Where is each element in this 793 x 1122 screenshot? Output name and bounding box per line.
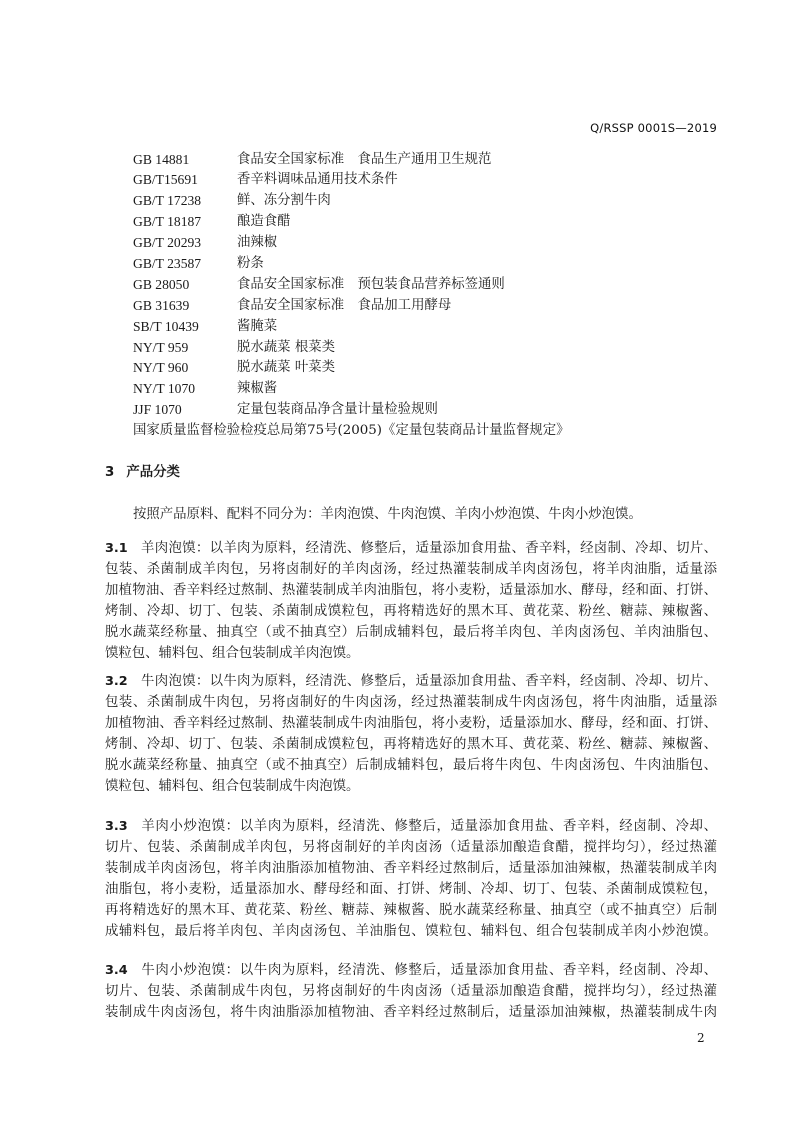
clause-line: 切片、包装、杀菌制成牛肉包，另将卤制好的牛肉卤汤（适量添加酿造食醋，搅拌均匀），经过热灌: [105, 983, 717, 999]
clause-line: 成辅料包，最后将羊肉包、羊肉卤汤包、羊油脂包、馍粒包、辅料包、组合包装制成羊肉小炒泡馍。: [105, 923, 717, 939]
reference-row: [133, 317, 717, 338]
clause-line: 烤制、冷却、切丁、包装、杀菌制成馍粒包，再将精选好的黑木耳、黄花菜、粉丝、糖蒜、辣椒酱、: [105, 603, 717, 619]
reference-row: [133, 233, 717, 254]
clause-number: 3.3: [105, 818, 128, 834]
reference-code: GB 31639: [133, 297, 190, 313]
reference-title: 定量包装商品净含量计量检验规则: [237, 402, 438, 418]
reference-row: [133, 400, 717, 421]
clause-line: 馍粒包、辅料包、组合包装制成羊肉泡馍。: [105, 645, 360, 661]
reference-title: 食品安全国家标准 预包装食品营养标签通则: [237, 276, 505, 292]
clause-line: 装制成羊肉卤汤包，将羊肉油脂添加植物油、香辛料经过熬制后，适量添加油辣椒，热灌装制成羊肉: [105, 860, 717, 876]
reference-code: NY/T 959: [133, 339, 189, 355]
section-heading: [105, 462, 180, 483]
clause-line: [105, 538, 717, 559]
clause-line: 脱水蔬菜经称量、抽真空（或不抽真空）后制成辅料包，最后将羊肉包、羊肉卤汤包、羊肉油脂包、: [105, 624, 717, 640]
clause-line: [105, 960, 717, 981]
reference-row: [133, 254, 717, 275]
normative-references-list: [133, 150, 717, 442]
page-number: 2: [697, 1030, 705, 1045]
reference-row: [133, 338, 717, 359]
reference-row: [133, 358, 717, 379]
clause-3-4: [105, 960, 717, 1023]
clause-3-3: [105, 816, 717, 942]
clause-text: 羊肉小炒泡馍：以羊肉为原料，经清洗、修整后，适量添加食用盐、香辛料，经卤制、冷却、: [140, 818, 717, 834]
clause-number: 3.2: [105, 673, 128, 689]
clause-line: 加植物油、香辛料经过熬制、热灌装制成牛肉油脂包，将小麦粉，适量添加水、酵母，经和面、打饼、: [105, 715, 717, 731]
reference-row: [133, 150, 717, 171]
reference-code: GB/T 18187: [133, 214, 202, 230]
reference-code: GB 28050: [133, 276, 190, 292]
reference-title: 鲜、冻分割牛肉: [237, 193, 331, 209]
clause-number: 3.1: [105, 540, 128, 556]
clause-line: 烤制、冷却、切丁、包装、杀菌制成馍粒包，再将精选好的黑木耳、黄花菜、粉丝、糖蒜、辣椒酱、: [105, 736, 717, 752]
clause-line: 包装、杀菌制成牛肉包，另将卤制好的牛肉卤汤，经过热灌装制成牛肉卤汤包，将牛肉油脂，适量添: [105, 694, 717, 710]
clause-line: 装制成牛肉卤汤包，将牛肉油脂添加植物油、香辛料经过熬制后，适量添加油辣椒，热灌装制成牛肉: [105, 1004, 717, 1020]
reference-row: [133, 296, 717, 317]
clause-text: 羊肉泡馍：以羊肉为原料，经清洗、修整后，适量添加食用盐、香辛料，经卤制、冷却、切片、: [140, 540, 717, 556]
clause-number: 3.4: [105, 962, 128, 978]
clause-3-1: [105, 538, 717, 664]
reference-title: 脱水蔬菜 根菜类: [237, 339, 335, 355]
reference-code: GB 14881: [133, 151, 190, 167]
reference-code: GB/T 17238: [133, 193, 202, 209]
reference-title: 酱腌菜: [237, 318, 278, 334]
reference-row: [133, 379, 717, 400]
reference-title: 酿造食醋: [237, 214, 291, 230]
reference-code: SB/T 10439: [133, 318, 199, 334]
clause-line: 加植物油、香辛料经过熬制、热灌装制成羊肉油脂包，将小麦粉，适量添加水、酵母，经和面、打饼、: [105, 582, 717, 598]
clause-3-2: [105, 671, 717, 797]
clause-line: 切片、包装、杀菌制成羊肉包，另将卤制好的羊肉卤汤（适量添加酿造食醋，搅拌均匀），经过热灌: [105, 839, 717, 855]
reference-code: NY/T 960: [133, 360, 189, 376]
reference-title: 香辛料调味品通用技术条件: [237, 172, 398, 188]
reference-regulation-note: 国家质量监督检验检疫总局第75号(2005)《定量包装商品计量监督规定》: [133, 423, 570, 439]
reference-title: 食品安全国家标准 食品生产通用卫生规范: [237, 151, 492, 167]
reference-row: [133, 275, 717, 296]
section-number: 3: [105, 464, 115, 480]
reference-title: 油辣椒: [237, 235, 278, 251]
reference-title: 粉条: [237, 255, 264, 271]
clause-line: 包装、杀菌制成羊肉包，另将卤制好的羊肉卤汤，经过热灌装制成羊肉卤汤包，将羊肉油脂，适量添: [105, 561, 717, 577]
clause-line: 脱水蔬菜经称量、抽真空（或不抽真空）后制成辅料包，最后将牛肉包、牛肉卤汤包、牛肉油脂包、: [105, 757, 717, 773]
reference-title: 食品安全国家标准 食品加工用酵母: [237, 297, 452, 313]
reference-title: 辣椒酱: [237, 381, 278, 397]
reference-code: NY/T 1070: [133, 381, 196, 397]
clause-text: 牛肉小炒泡馍：以牛肉为原料，经清洗、修整后，适量添加食用盐、香辛料，经卤制、冷却、: [140, 962, 717, 978]
reference-code: GB/T 20293: [133, 235, 202, 251]
clause-line: [105, 816, 717, 837]
reference-code: GB/T15691: [133, 172, 198, 188]
clause-line: [105, 671, 717, 692]
section-intro-paragraph: 按照产品原料、配料不同分为：羊肉泡馍、牛肉泡馍、羊肉小炒泡馍、牛肉小炒泡馍。: [133, 506, 642, 522]
clause-line: 馍粒包、辅料包、组合包装制成牛肉泡馍。: [105, 778, 360, 794]
section-title: 产品分类: [126, 464, 180, 480]
reference-row: [133, 191, 717, 212]
reference-code: GB/T 23587: [133, 255, 202, 271]
reference-row: [133, 170, 717, 191]
reference-row: [133, 212, 717, 233]
reference-title: 脱水蔬菜 叶菜类: [237, 360, 335, 376]
clause-line: 再将精选好的黑木耳、黄花菜、粉丝、糖蒜、辣椒酱、脱水蔬菜经称量、抽真空（或不抽真空）后制: [105, 902, 717, 918]
clause-text: 牛肉泡馍：以牛肉为原料，经清洗、修整后，适量添加食用盐、香辛料，经卤制、冷却、切片、: [140, 673, 717, 689]
reference-code: JJF 1070: [133, 402, 182, 418]
document-code-header: Q/RSSP 0001S—2019: [590, 120, 717, 135]
clause-line: 油脂包，将小麦粉，适量添加水、酵母经和面、打饼、烤制、冷却、切丁、包装、杀菌制成馍粒包，: [105, 881, 717, 897]
